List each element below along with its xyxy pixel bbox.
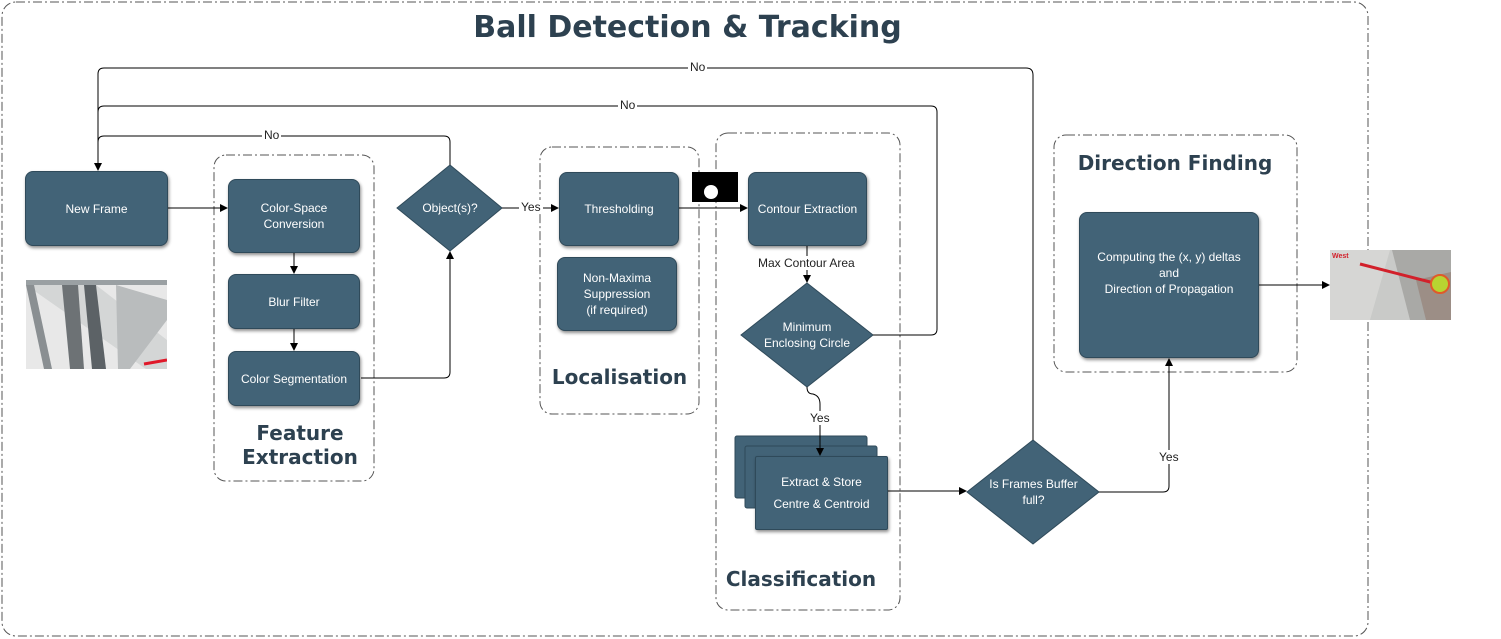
extract-store-label-2: Centre & Centroid bbox=[773, 497, 870, 511]
thresholding-node[interactable] bbox=[559, 172, 679, 246]
min-circle-label bbox=[751, 318, 863, 352]
edge-label-no-inner: No bbox=[264, 128, 280, 142]
feature-extraction-title-2: Extraction bbox=[242, 445, 358, 469]
threshold-mask-drawing bbox=[692, 172, 738, 202]
classification-title: Classification bbox=[725, 567, 877, 591]
output-direction-drawing bbox=[1330, 250, 1451, 320]
color-segmentation-node[interactable] bbox=[228, 351, 360, 406]
color-space-node[interactable] bbox=[228, 179, 360, 253]
new-frame-label: New Frame bbox=[65, 201, 128, 216]
contour-extraction-node[interactable] bbox=[748, 172, 867, 246]
computing-label-1: Computing the (x, y) deltas bbox=[1097, 250, 1241, 264]
color-space-label-2: Conversion bbox=[263, 217, 325, 231]
frames-buffer-label-1: Is Frames Buffer bbox=[989, 477, 1078, 491]
input-frame-drawing bbox=[26, 280, 167, 369]
extract-store-node[interactable] bbox=[755, 456, 888, 530]
objects-label: Object(s)? bbox=[422, 201, 478, 215]
computing-node[interactable] bbox=[1079, 212, 1259, 358]
edge-label-yes-circle: Yes bbox=[810, 411, 830, 425]
contour-extraction-label: Contour Extraction bbox=[757, 202, 858, 216]
nms-label-1: Non-Maxima bbox=[582, 271, 651, 285]
localisation-title: Localisation bbox=[551, 365, 688, 389]
direction-finding-title: Direction Finding bbox=[1077, 151, 1273, 175]
edge-label-max-contour: Max Contour Area bbox=[758, 256, 855, 270]
nms-node[interactable] bbox=[557, 257, 677, 331]
nms-label-2: Suppression bbox=[583, 287, 651, 301]
edge-label-yes-buffer: Yes bbox=[1159, 450, 1179, 464]
threshold-mask-image bbox=[692, 172, 738, 202]
thresholding-label: Thresholding bbox=[584, 202, 654, 216]
computing-label-3: Direction of Propagation bbox=[1104, 282, 1234, 296]
color-space-label-1: Color-Space bbox=[260, 201, 328, 215]
diagram-title: Ball Detection & Tracking bbox=[473, 10, 902, 45]
output-caption: West bbox=[1332, 253, 1349, 260]
edge-label-no-top: No bbox=[690, 60, 706, 74]
nms-label-3: (if required) bbox=[586, 303, 648, 317]
computing-label-2: and bbox=[1158, 266, 1180, 280]
extract-store-label-1: Extract & Store bbox=[781, 475, 862, 489]
color-segmentation-label: Color Segmentation bbox=[240, 371, 348, 386]
output-direction-image bbox=[1330, 250, 1451, 320]
min-circle-label-2: Enclosing Circle bbox=[763, 336, 851, 350]
feature-extraction-title bbox=[214, 421, 386, 469]
min-circle-label-1: Minimum bbox=[782, 320, 832, 334]
frames-buffer-label bbox=[975, 475, 1092, 509]
input-frame-image bbox=[26, 280, 167, 369]
blur-filter-node[interactable] bbox=[228, 274, 360, 329]
edge-buffer-yes bbox=[1099, 359, 1169, 492]
frames-buffer-label-2: full? bbox=[1022, 493, 1045, 507]
edge-label-yes-objects: Yes bbox=[521, 200, 541, 214]
new-frame-node[interactable] bbox=[25, 171, 168, 246]
blur-filter-label: Blur Filter bbox=[268, 294, 320, 309]
feature-extraction-title-1: Feature bbox=[256, 421, 344, 445]
edge-label-no-middle: No bbox=[620, 98, 636, 112]
